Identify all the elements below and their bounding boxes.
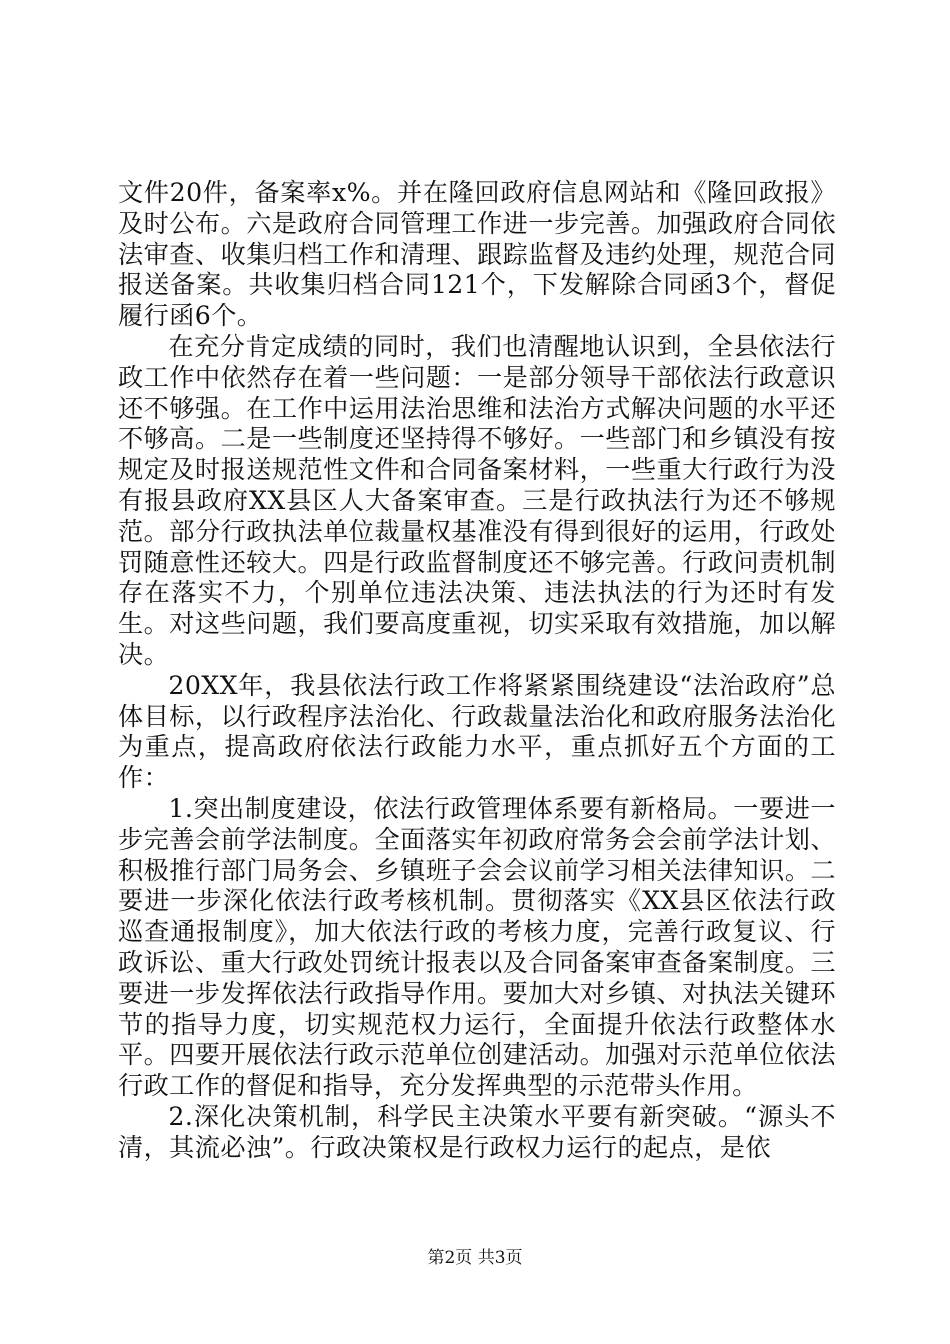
paragraph-goals: 20XX年，我县依法行政工作将紧紧围绕建设“法治政府”总体目标，以行政程序法治化、行政裁量法治化和政府服务法治化为重点，提高政府依法行政能力水平，重点抓好五个方面的工作： [118,670,836,793]
paragraph-problems: 在充分肯定成绩的同时，我们也清醒地认识到，全县依法行政工作中依然存在着一些问题：一是部分领导干部依法行政意识还不够强。在工作中运用法治思维和法治方式解决问题的水平还不够高。二是一些制度还坚持得不够好。一些部门和乡镇没有按规定及时报送规范性文件和合同备案材料，一些重大行政行为没有报县政府XX县区人大备案审查。三是行政执法行为还不够规范。部分行政执法单位裁量权基准没有得到很好的运用，行政处罚随意性还较大。四是行政监督制度还不够完善。行政问责机制存在落实不力，个别单位违法决策、违法执法的行为还时有发生。对这些问题，我们要高度重视，切实采取有效措施，加以解决。 [118,331,836,669]
document-body [118,178,836,1164]
page-number-footer: 第2页 共3页 [427,1248,523,1268]
paragraph-item-1: 1.突出制度建设，依法行政管理体系要有新格局。一要进一步完善会前学法制度。全面落实年初政府常务会会前学法计划、积极推行部门局务会、乡镇班子会会议前学习相关法律知识。二要进一步深化依法行政考核机制。贯彻落实《XX县区依法行政巡查通报制度》，加大依法行政的考核力度，完善行政复议、行政诉讼、重大行政处罚统计报表以及合同备案审查备案制度。三要进一步发挥依法行政指导作用。要加大对乡镇、对执法关键环节的指导力度，切实规范权力运行，全面提升依法行政整体水平。四要开展依法行政示范单位创建活动。加强对示范单位依法行政工作的督促和指导，充分发挥典型的示范带头作用。 [118,793,836,1101]
paragraph-item-2: 2.深化决策机制，科学民主决策水平要有新突破。“源头不清，其流必浊”。行政决策权是行政权力运行的起点，是依 [118,1101,836,1162]
paragraph-continuation: 文件20件，备案率x%。并在隆回政府信息网站和《隆回政报》及时公布。六是政府合同管理工作进一步完善。加强政府合同依法审查、收集归档工作和清理、跟踪监督及违约处理，规范合同报送备案。共收集归档合同121个，下发解除合同函3个，督促履行函6个。 [118,178,836,331]
